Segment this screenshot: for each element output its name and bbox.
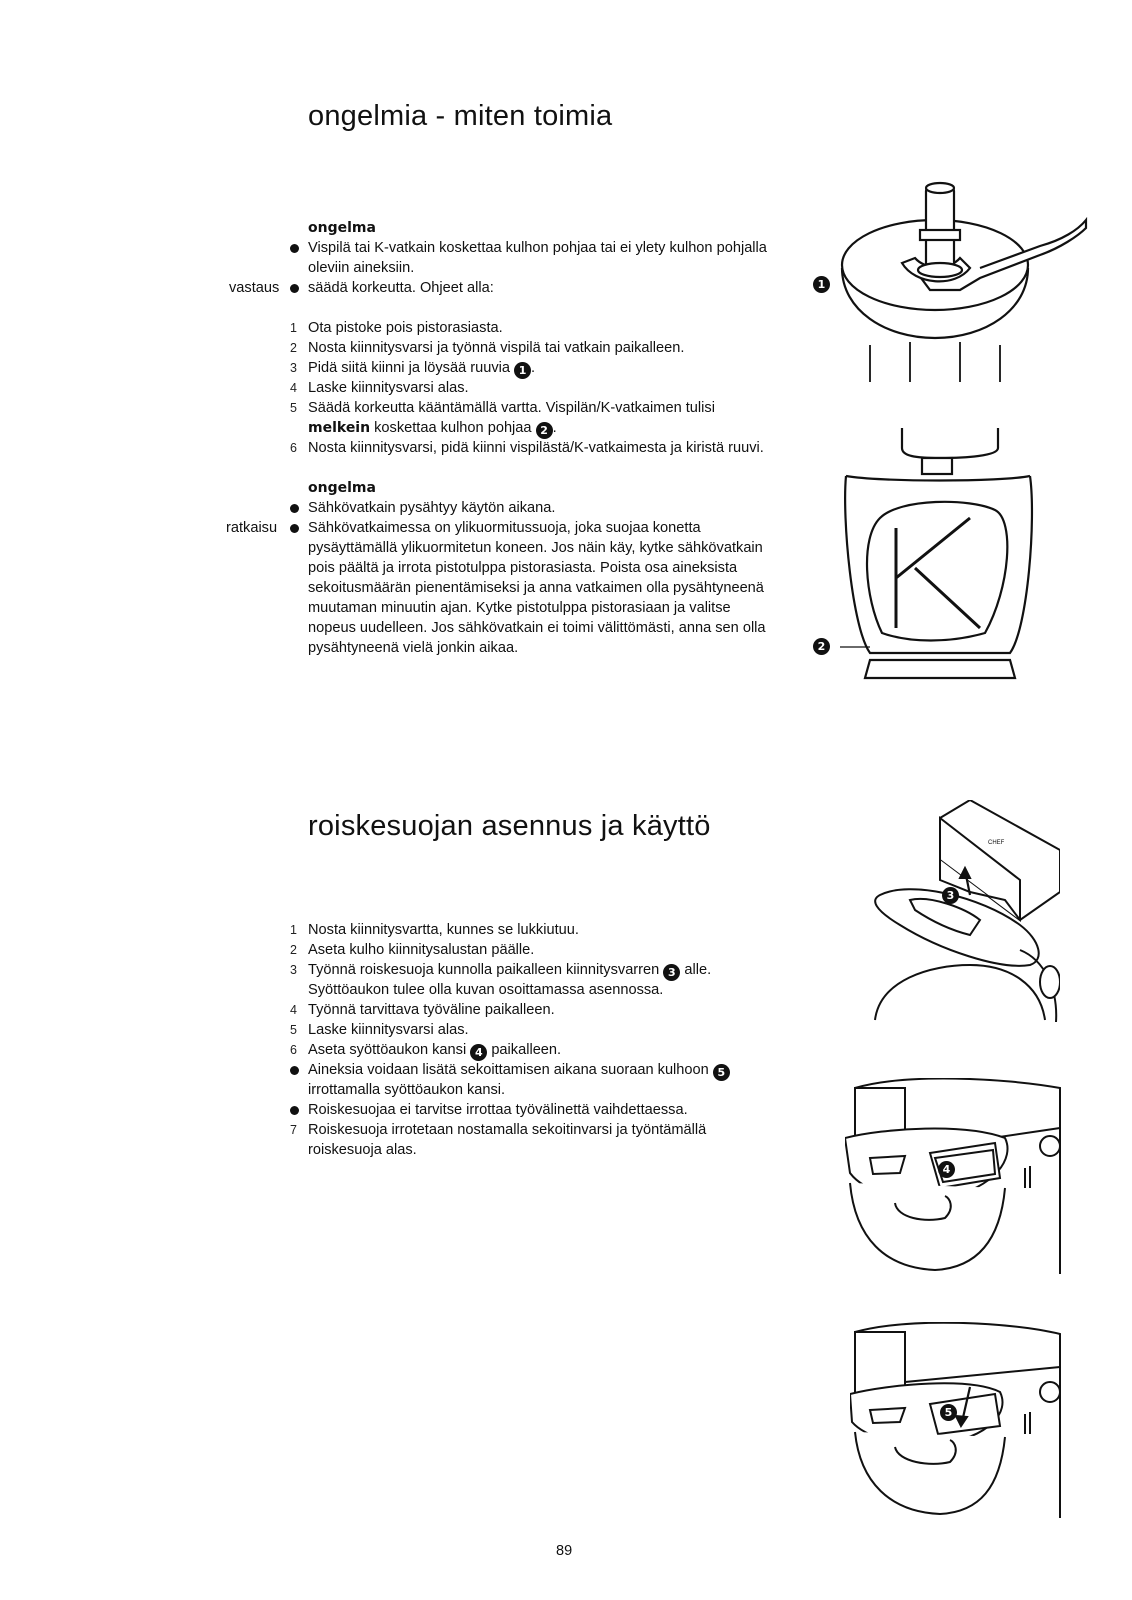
bullet-marker (290, 1106, 299, 1115)
solution-line: pysäyttämällä ylikuormitetun koneen. Jos näin käy, kytke sähkövatkain (308, 540, 763, 556)
bullet-marker (290, 524, 299, 533)
brand-mark-chef: CHEF (988, 840, 1005, 846)
s2-step-3 (308, 960, 711, 981)
s2-step-2-text: Aseta kulho kiinnitysalustan päälle. (308, 942, 535, 958)
s2-step-6 (308, 1040, 561, 1061)
figure-ref-badge: 5 (713, 1064, 730, 1081)
s2-note-2-text: Roiskesuojaa ei tarvitse irrottaa työvälinettä vaihdettaessa. (308, 1102, 688, 1118)
step-number: 1 (290, 321, 297, 335)
s2-step-3-text: Työnnä roiskesuoja kunnolla paikalleen kiinnitysvarren (308, 962, 660, 978)
step-3-end: . (531, 360, 536, 376)
s2-step-6-text: Aseta syöttöaukon kansi (308, 1042, 467, 1058)
step-5-cont-text: koskettaa kulhon pohjaa (370, 420, 532, 436)
s2-step-3-continuation: Syöttöaukon tulee olla kuvan osoittamassa asennossa. (308, 982, 664, 998)
s2-note-1 (308, 1060, 730, 1081)
step-4-text: Laske kiinnitysvarsi alas. (308, 380, 469, 396)
figure-badge-2: 2 (813, 638, 830, 655)
figure-ref-badge: 2 (536, 422, 553, 439)
splashguard-fitting-figure (870, 800, 1060, 1022)
step-number: 2 (290, 943, 297, 957)
problem2-heading: ongelma (308, 480, 376, 496)
step-6-text: Nosta kiinnitysvarsi, pidä kiinni vispilästä/K-vatkaimesta ja kiristä ruuvi. (308, 440, 764, 456)
s2-step-3-end: alle. (680, 962, 712, 978)
solution-line: pysähtyneenä vielä jonkin aikaa. (308, 640, 519, 656)
problem1-text-line1: Vispilä tai K-vatkain koskettaa kulhon pohjaa tai ei ylety kulhon pohjalla (308, 240, 767, 256)
step-2-text: Nosta kiinnitysvarsi ja työnnä vispilä tai vatkain paikalleen. (308, 340, 685, 356)
bullet-marker (290, 244, 299, 253)
adjustment-spanner-figure (840, 160, 1090, 390)
solution-line: pois päältä ja irrota pistotulppa pistorasiasta. Poista osa aineksista (308, 560, 738, 576)
solution-line: muutaman minuutin ajan. Kytke pistotulppa pistorasiaan ja valitse (308, 600, 731, 616)
step-number: 2 (290, 341, 297, 355)
step-number: 3 (290, 361, 297, 375)
figure-badge-3: 3 (942, 887, 959, 904)
answer-label: vastaus (229, 280, 280, 296)
emphasis-text: melkein (308, 420, 371, 436)
figure-badge-4: 4 (938, 1161, 955, 1178)
figure-badge-1: 1 (813, 276, 830, 293)
s2-step-1-text: Nosta kiinnitysvartta, kunnes se lukkiutuu. (308, 922, 579, 938)
s2-step-7-text: Roiskesuoja irrotetaan nostamalla sekoitinvarsi ja työntämällä (308, 1122, 707, 1138)
s2-step-5-text: Laske kiinnitysvarsi alas. (308, 1022, 469, 1038)
s2-step-4-text: Työnnä tarvittava työväline paikalleen. (308, 1002, 555, 1018)
figure-ref-badge: 4 (470, 1044, 487, 1061)
section-title-splashguard: roiskesuojan asennus ja käyttö (308, 810, 711, 842)
step-number: 6 (290, 1043, 297, 1057)
answer-text: säädä korkeutta. Ohjeet alla: (308, 280, 494, 296)
solution-label: ratkaisu (226, 520, 278, 536)
s2-note-1-continuation: irrottamalla syöttöaukon kansi. (308, 1082, 506, 1098)
step-3 (308, 358, 535, 379)
bullet-marker (290, 1066, 299, 1075)
solution-line: sekoitusmäärän pienentämiseksi ja anna vatkaimen olla pysähtyneenä (308, 580, 764, 596)
step-number: 5 (290, 1023, 297, 1037)
step-number: 3 (290, 963, 297, 977)
bowl-kbeater-figure (840, 428, 1040, 680)
step-number: 6 (290, 441, 297, 455)
problem1-text-line2: oleviin aineksiin. (308, 260, 415, 276)
step-number: 1 (290, 923, 297, 937)
problem2-text: Sähkövatkain pysähtyy käytön aikana. (308, 500, 556, 516)
step-number: 4 (290, 1003, 297, 1017)
section-title-problems: ongelmia - miten toimia (308, 100, 613, 132)
s2-step-6-end: paikalleen. (487, 1042, 562, 1058)
feedtube-cover-figure (845, 1078, 1065, 1274)
s2-step-7-continuation: roiskesuoja alas. (308, 1142, 417, 1158)
step-3-text: Pidä siitä kiinni ja löysää ruuvia (308, 360, 510, 376)
figure-ref-badge: 3 (663, 964, 680, 981)
step-5-end: . (552, 420, 557, 436)
step-number: 5 (290, 401, 297, 415)
step-1-text: Ota pistoke pois pistorasiasta. (308, 320, 503, 336)
bullet-marker (290, 284, 299, 293)
page-number: 89 (556, 1543, 573, 1559)
figure-ref-badge: 1 (514, 362, 531, 379)
step-number: 4 (290, 381, 297, 395)
step-number: 7 (290, 1123, 297, 1137)
step-5-continuation (308, 418, 557, 439)
adding-ingredients-figure (850, 1322, 1065, 1518)
s2-note-1-text: Aineksia voidaan lisätä sekoittamisen aikana suoraan kulhoon (308, 1062, 709, 1078)
solution-line: nopeus uudelleen. Jos sähkövatkain ei toimi välittömästi, anna sen olla (308, 620, 766, 636)
solution-line: Sähkövatkaimessa on ylikuormitussuoja, joka suojaa konetta (308, 520, 701, 536)
figure-badge-5: 5 (940, 1404, 957, 1421)
step-5-text: Säädä korkeutta kääntämällä vartta. Vispilän/K-vatkaimen tulisi (308, 400, 715, 416)
problem1-heading: ongelma (308, 220, 376, 236)
bullet-marker (290, 504, 299, 513)
